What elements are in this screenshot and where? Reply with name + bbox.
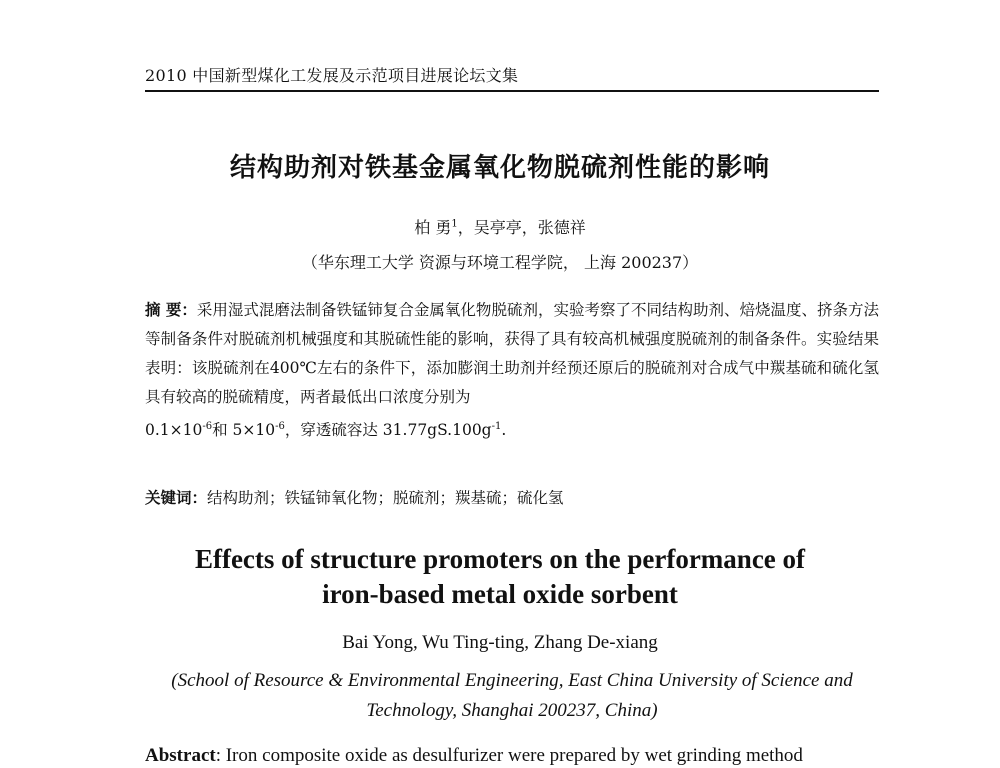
author-first-affiliation-mark: 1: [451, 218, 458, 230]
english-title-line-1: Effects of structure promoters on the performance of: [194, 544, 806, 574]
english-authors: Bai Yong, Wu Ting-ting, Zhang De-xiang: [342, 632, 658, 653]
chinese-title: 结构助剂对铁基金属氧化物脱硫剂性能的影响: [229, 153, 770, 183]
chinese-keywords: [145, 486, 879, 510]
author-first: 柏 勇: [414, 218, 452, 237]
author-rest: ，吴亭亭，张德祥: [457, 218, 586, 237]
abstract-value-1: 0.1×10: [145, 421, 203, 440]
chinese-affiliation: （华东理工大学 资源与环境工程学院， 上海 200237）: [301, 253, 699, 272]
chinese-authors: [0, 215, 1000, 238]
chinese-keywords-text: 结构助剂；铁锰铈氧化物；脱硫剂；羰基硫；硫化氢: [207, 489, 564, 507]
abstract-exp-2: -6: [275, 421, 285, 432]
abstract-value-2: 和 5×10: [212, 421, 276, 440]
abstract-exp-1: -6: [202, 421, 213, 432]
abstract-end: .: [501, 421, 507, 440]
english-title: [0, 542, 1000, 612]
running-header: 2010 中国新型煤化工发展及示范项目进展论坛文集: [145, 66, 879, 92]
abstract-exp-3: -1: [491, 421, 502, 432]
english-abstract-text: : Iron composite oxide as desulfurizer were prepared by wet grinding method: [215, 745, 803, 766]
chinese-abstract: [145, 296, 879, 445]
abstract-capacity: ，穿透硫容达 31.77gS.100g: [284, 421, 492, 440]
english-title-line-2: iron-based metal oxide sorbent: [322, 579, 678, 609]
english-abstract-label: Abstract: [145, 745, 216, 766]
chinese-abstract-label: 摘 要：: [145, 301, 197, 319]
chinese-keywords-label: 关键词：: [145, 489, 208, 507]
english-affiliation: (School of Resource & Environmental Engineering, East China University of Science and Technology, Shanghai 200237, China): [171, 670, 853, 721]
chinese-abstract-text: 采用湿式混磨法制备铁锰铈复合金属氧化物脱硫剂，实验考察了不同结构助剂、焙烧温度、挤条方法等制备条件对脱硫剂机械强度和其脱硫性能的影响，获得了具有较高机械强度脱硫剂的制备条件。实验结果表明：该脱硫剂在400℃左右的条件下，添加膨润土助剂并经预还原后的脱硫剂对合成气中羰基硫和硫化氢具有较高的脱硫精度，两者最低出口浓度分别为: [145, 301, 879, 406]
english-abstract: [145, 744, 879, 768]
